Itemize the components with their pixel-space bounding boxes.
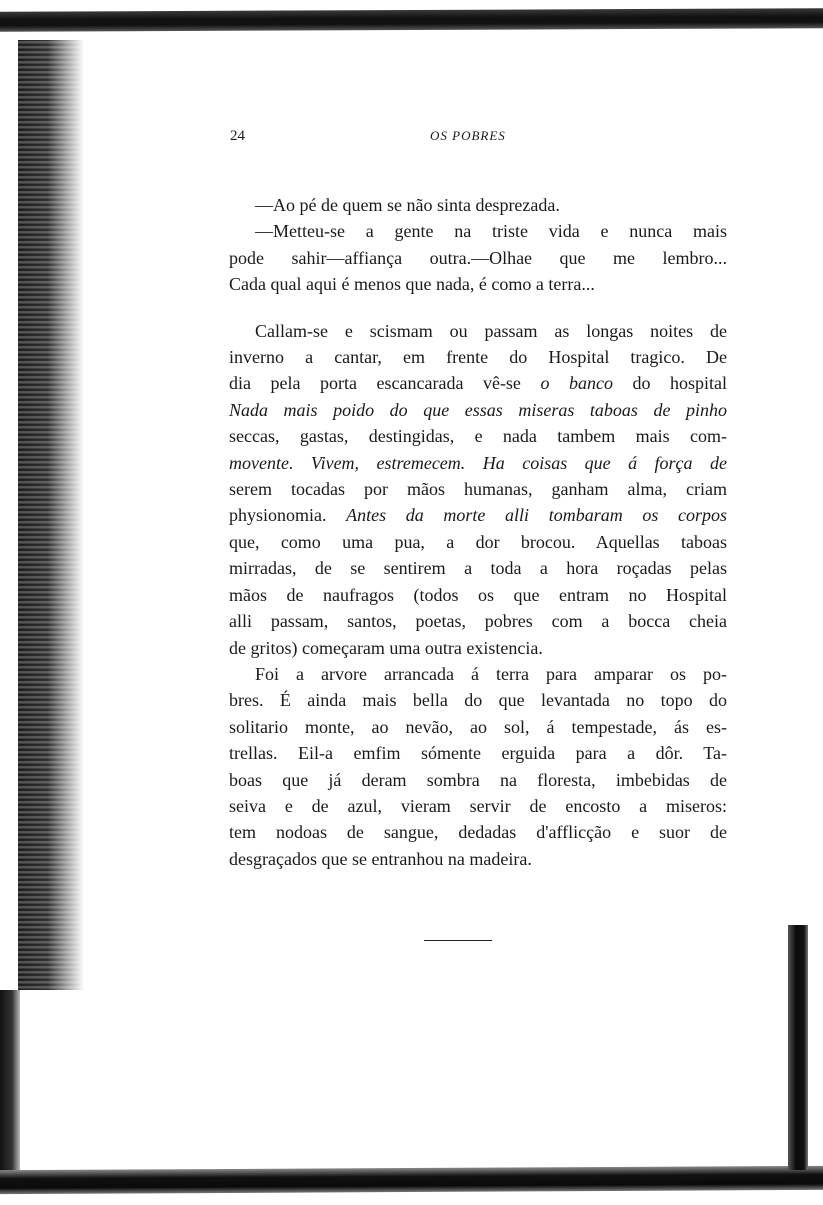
text-segment: physionomia.	[229, 505, 347, 526]
text-line	[229, 529, 727, 555]
section-rule	[424, 940, 492, 941]
text-line	[229, 767, 727, 793]
text-line	[229, 555, 727, 581]
text-segment: Nada mais poido do que essas miseras taboas de pinho	[229, 399, 727, 420]
text-line	[229, 370, 727, 396]
text-segment: inverno a cantar, em frente do Hospital tragico. De	[229, 347, 727, 368]
text-segment: do hospital	[612, 373, 728, 394]
paragraph	[229, 318, 727, 661]
text-segment: Foi a arvore arrancada á terra para amparar os po-	[255, 663, 727, 684]
text-segment: movente. Vivem, estremecem. Ha coisas que á força de	[229, 452, 727, 473]
text-line	[229, 192, 727, 218]
scan-edge-left-lower	[0, 990, 20, 1190]
text-segment: —Ao pé de quem se não sinta desprezada.	[255, 195, 560, 215]
text-segment: pode sahir—affiança outra.—Olhae que me lembro...	[229, 247, 727, 268]
paragraph	[229, 218, 727, 297]
text-line	[229, 714, 727, 740]
text-segment: Callam-se e scismam ou passam as longas noites de	[255, 320, 727, 341]
paragraph	[229, 192, 727, 218]
text-line	[229, 245, 727, 271]
text-line	[229, 423, 727, 449]
text-segment: —Metteu-se a gente na triste vida e nunca mais	[255, 221, 727, 242]
text-line	[229, 819, 727, 845]
text-segment: Cada qual aqui é menos que nada, é como a terra...	[229, 274, 595, 295]
text-line	[229, 476, 727, 502]
text-segment: seccas, gastas, destingidas, e nada tambem mais com-	[229, 426, 727, 447]
text-line	[229, 608, 727, 634]
text-line	[229, 502, 727, 528]
text-line	[229, 793, 727, 819]
text-segment: desgraçados que se entranhou na madeira.	[229, 848, 532, 869]
text-line	[229, 687, 727, 713]
text-segment: solitario monte, ao nevão, ao sol, á tempestade, ás es-	[229, 716, 727, 737]
paragraph	[229, 661, 727, 872]
text-segment: o banco	[540, 373, 613, 394]
page-number: 24	[230, 128, 245, 144]
scan-edge-top	[0, 8, 823, 32]
scan-edge-right	[788, 925, 808, 1170]
text-segment: trellas. Eil-a emfim sómente erguida para a dôr. Ta-	[229, 743, 727, 764]
text-segment: Antes da morte alli tombaram os corpos	[346, 505, 727, 526]
text-line	[229, 846, 727, 872]
text-line	[229, 450, 727, 476]
text-line	[229, 271, 727, 297]
text-line	[229, 740, 727, 766]
text-line	[229, 397, 727, 423]
running-title: OS POBRES	[430, 128, 506, 143]
text-segment: bres. É ainda mais bella do que levantada no topo do	[229, 690, 727, 711]
text-line	[229, 318, 727, 344]
text-segment: que, como uma pua, a dor brocou. Aquellas taboas	[229, 531, 727, 552]
text-line	[229, 582, 727, 608]
text-line	[229, 635, 727, 661]
scan-edge-bottom	[0, 1166, 823, 1194]
page-header	[230, 128, 730, 150]
text-segment: boas que já deram sombra na floresta, imbebidas de	[229, 769, 727, 790]
text-line	[229, 344, 727, 370]
body-text	[229, 192, 727, 872]
text-line	[229, 218, 727, 244]
scan-edge-left	[18, 40, 84, 990]
text-segment: tem nodoas de sangue, dedadas d'afflicção e suor de	[229, 822, 727, 843]
text-segment: dia pela porta escancarada vê-se	[229, 373, 541, 394]
text-segment: alli passam, santos, poetas, pobres com a bocca cheia	[229, 611, 727, 632]
text-segment: serem tocadas por mãos humanas, ganham alma, criam	[229, 479, 727, 500]
text-segment: de gritos) começaram uma outra existencia.	[229, 637, 543, 658]
text-segment: mãos de naufragos (todos os que entram no Hospital	[229, 584, 727, 605]
text-segment: seiva e de azul, vieram servir de encosto a miseros:	[229, 795, 727, 816]
text-segment: mirradas, de se sentirem a toda a hora roçadas pelas	[229, 558, 727, 579]
text-line	[229, 661, 727, 687]
